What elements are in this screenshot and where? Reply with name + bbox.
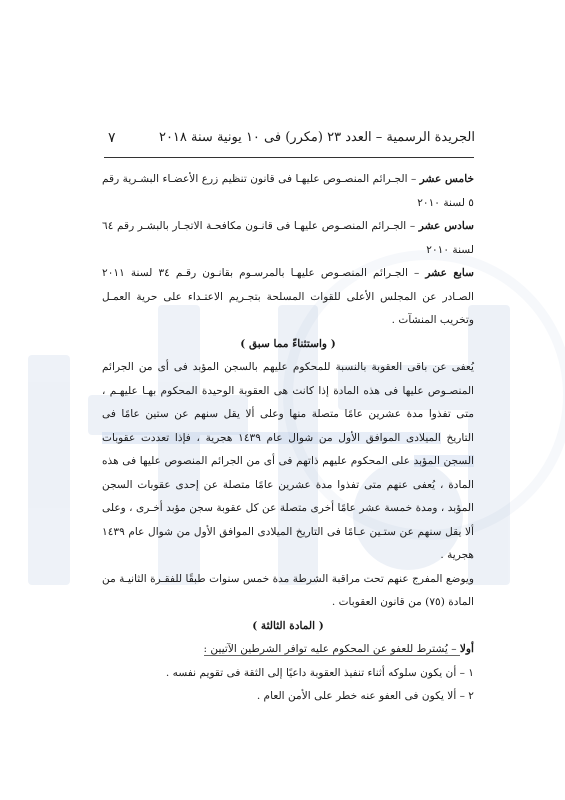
article-three-heading: ( المادة الثالثة ) — [252, 619, 324, 632]
clause-text: – الجـرائم المنصـوص عليهـا فى قانـون مكافحـة الاتجـار بالبشـر رقم ٦٤ لسنة ٢٠١٠ — [102, 220, 474, 256]
exception-text-part1: يُعفى عن باقى العقوبة بالنسبة للمحكوم عليهم بالسجن المؤبد فى أى من الجرائم المنصـوص عليها فى هذه المادة إذا كانت هى العقوبة الوحيدة المحكوم بهـا عليهـم ، متى تفذوا مدة عشرين عامًا متصلة منها وعلى ألا يقل سنهم عن ستين عامًا فى التاريخ — [102, 361, 474, 444]
header-divider — [104, 157, 474, 158]
page-header-title: الجريدة الرسمية – العدد ٢٣ (مكرر) فى ١٠ يونية سنة ٢٠١٨ — [158, 130, 475, 145]
condition-item: ٢ – ألا يكون فى العفو عنه خطر على الأمن العام . — [256, 690, 474, 702]
article-three-first-text: – يُشترط للعفو عن المحكوم عليه توافر الشرطين الآتيين : — [203, 643, 460, 655]
clause-label: سادس عشر — [418, 220, 474, 232]
highlighted-text: الميلادى الموافق الأول من شوال عام ١٤٣٩ هجرية ، فإذا تعددت عقوبات السجن المؤبد — [102, 431, 475, 467]
page-number: ٧ — [108, 130, 116, 146]
clause-item — [102, 168, 474, 215]
supervision-paragraph: ويوضع المفرج عنهم تحت مراقبة الشرطة مدة خمس سنوات طبقًا للفقـرة الثانيـة من المادة (٧٥) من قانون العقوبات . — [102, 572, 474, 608]
exception-heading: ( واستثناءً مما سبق ) — [240, 337, 336, 350]
exception-text-part2: على المحكوم عليهم ذاتهم فى أى من الجرائم المنصوص عليها فى هذه المادة ، يُعفى عنهم متى تفذوا مدة عشرين عامًا متصلة عن إحدى عقوبات السجن المؤبد ، ومدة خمسة عشر عامًا أخرى متصلة عن كل عقوبة سجن مؤبد أخـرى ، وعلى ألا يقل سنهم عن ستـين عـامًا فى التاريخ الميلادى الموافق الأول من شوال عام ١٤٣٩ هجرية . — [102, 455, 474, 561]
document-body — [102, 168, 474, 709]
clause-label: سابع عشر — [425, 267, 475, 279]
exception-paragraph — [102, 356, 474, 568]
article-three-first — [102, 638, 474, 662]
clause-item — [102, 262, 474, 333]
article-three-first-label: أولا — [459, 643, 474, 655]
clause-text: – الجـرائم المنصـوص عليهـا فى قانون تنظيم زرع الأعضـاء البشـرية رقم ٥ لسنة ٢٠١٠ — [102, 173, 474, 209]
clause-text: – الجـرائم المنصـوص عليهـا بالمرسـوم بقانـون رقـم ٣٤ لسنة ٢٠١١ الصـادر عن المجلس الأعلى للقوات المسلحة بتجـريم الاعتـداء على حرية العمـل وتخريب المنشآت . — [102, 267, 474, 326]
clause-item — [102, 215, 474, 262]
clause-label: خامس عشر — [419, 173, 474, 185]
condition-item: ١ – أن يكون سلوكه أثناء تنفيذ العقوبة داعيًا إلى الثقة فى تقويم نفسه . — [165, 666, 474, 679]
